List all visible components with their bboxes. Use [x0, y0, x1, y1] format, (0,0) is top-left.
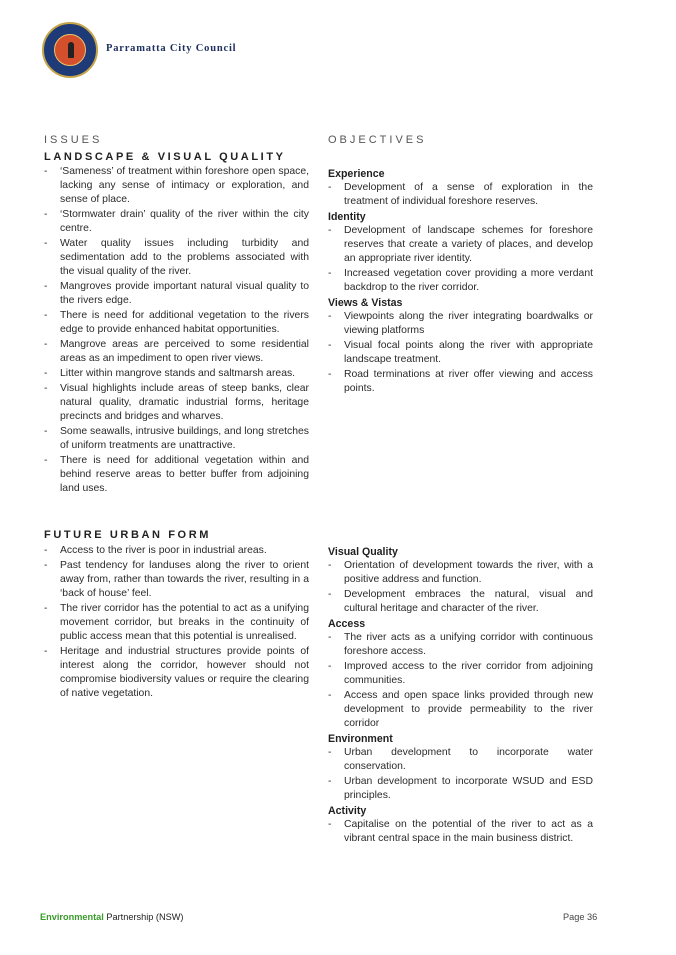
bullet-item: - Development of landscape schemes for foreshore reserves that create a variety of places, and develop an appropriate river identity.: [328, 224, 593, 266]
urban-issues-list: [44, 544, 309, 701]
bullet-item: - Access and open space links provided through new development to provide permeability to the river corridor: [328, 689, 593, 731]
landscape-issues-list: [44, 165, 309, 496]
landscape-objectives: [328, 167, 593, 396]
objective-group-list: [328, 559, 593, 616]
bullet-item: - Access to the river is poor in industrial areas.: [44, 544, 309, 558]
objective-group-title: Visual Quality: [328, 546, 398, 558]
bullet-item: - Development embraces the natural, visual and cultural heritage and character of the river.: [328, 588, 593, 616]
footer-brand-rest: Partnership (NSW): [103, 912, 184, 922]
bullet-item: - Water quality issues including turbidity and sedimentation add to the problems associated with the visual quality of the river.: [44, 237, 309, 279]
bullet-item: - Litter within mangrove stands and saltmarsh areas.: [44, 367, 309, 381]
objective-group-title: Access: [328, 618, 366, 630]
council-logo: [36, 18, 261, 80]
objective-group-title: Identity: [328, 211, 366, 223]
bullet-item: - There is need for additional vegetation to the rivers edge to provide enhanced habitat opportunities.: [44, 309, 309, 337]
bullet-item: - There is need for additional vegetation within and behind reserve areas to better buffer from adjoining land uses.: [44, 454, 309, 496]
footer-credit: [40, 912, 183, 922]
objective-group-title: Environment: [328, 733, 393, 745]
bullet-item: - Increased vegetation cover providing a more verdant backdrop to the river corridor.: [328, 267, 593, 295]
bullet-item: - Orientation of development towards the river, with a positive address and function.: [328, 559, 593, 587]
bullet-item: - Mangrove areas are perceived to some residential areas as an impediment to open river views.: [44, 338, 309, 366]
objectives-urban-column: [328, 545, 593, 847]
issues-section-title: ISSUES: [44, 134, 103, 146]
bullet-item: - Capitalise on the potential of the river to act as a vibrant central space in the main business district.: [328, 818, 593, 846]
issues-landscape-column: [44, 133, 309, 497]
future-urban-form-heading: FUTURE URBAN FORM: [44, 529, 212, 541]
bullet-item: - Road terminations at river offer viewing and access points.: [328, 368, 593, 396]
bullet-item: - Heritage and industrial structures provide points of interest along the corridor, however should not compromise biodiversity values or require the clearing of native vegetation.: [44, 645, 309, 701]
seal-figure: [68, 42, 74, 58]
urban-objectives: [328, 545, 593, 846]
objective-group-list: [328, 310, 593, 396]
objective-group-title: Views & Vistas: [328, 297, 403, 309]
landscape-visual-quality-heading: LANDSCAPE & VISUAL QUALITY: [44, 151, 286, 163]
council-name: Parramatta City Council: [106, 43, 237, 54]
bullet-item: - Urban development to incorporate WSUD and ESD principles.: [328, 775, 593, 803]
objective-group-list: [328, 746, 593, 803]
bullet-item: - Mangroves provide important natural visual quality to the rivers edge.: [44, 280, 309, 308]
objective-group-title: Activity: [328, 805, 367, 817]
bullet-item: - Urban development to incorporate water conservation.: [328, 746, 593, 774]
objective-group-list: [328, 631, 593, 731]
objective-group-list: [328, 224, 593, 295]
bullet-item: - The river acts as a unifying corridor with continuous foreshore access.: [328, 631, 593, 659]
bullet-item: - Development of a sense of exploration in the treatment of individual foreshore reserves.: [328, 181, 593, 209]
bullet-item: - The river corridor has the potential to act as a unifying movement corridor, but breaks in the continuity of public access mean that this potential is unrealised.: [44, 602, 309, 644]
bullet-item: - Some seawalls, intrusive buildings, and long stretches of uniform treatments are unattractive.: [44, 425, 309, 453]
objective-group-list: [328, 818, 593, 846]
council-seal-icon: [42, 22, 98, 78]
footer-brand-green: Environmental: [40, 912, 104, 922]
bullet-item: - Improved access to the river corridor from adjoining communities.: [328, 660, 593, 688]
bullet-item: - Visual highlights include areas of steep banks, clear natural quality, dramatic industrial forms, heritage precincts and bridges and wharves.: [44, 382, 309, 424]
seal-emblem: [54, 34, 86, 66]
bullet-item: - Viewpoints along the river integrating boardwalks or viewing platforms: [328, 310, 593, 338]
bullet-item: - Visual focal points along the river with appropriate landscape treatment.: [328, 339, 593, 367]
page-number: Page 36: [563, 912, 598, 922]
bullet-item: - ‘Stormwater drain’ quality of the river within the city centre.: [44, 208, 309, 236]
objectives-section-title: OBJECTIVES: [328, 134, 427, 146]
objective-group-list: [328, 181, 593, 209]
objective-group-title: Experience: [328, 168, 385, 180]
objectives-landscape-column: [328, 133, 593, 397]
bullet-item: - ‘Sameness’ of treatment within foreshore open space, lacking any sense of intimacy or exploration, and sense of place.: [44, 165, 309, 207]
bullet-item: - Past tendency for landuses along the river to orient away from, rather than towards the river, resulting in a ‘back of house’ feel.: [44, 559, 309, 601]
issues-urban-column: [44, 528, 309, 702]
